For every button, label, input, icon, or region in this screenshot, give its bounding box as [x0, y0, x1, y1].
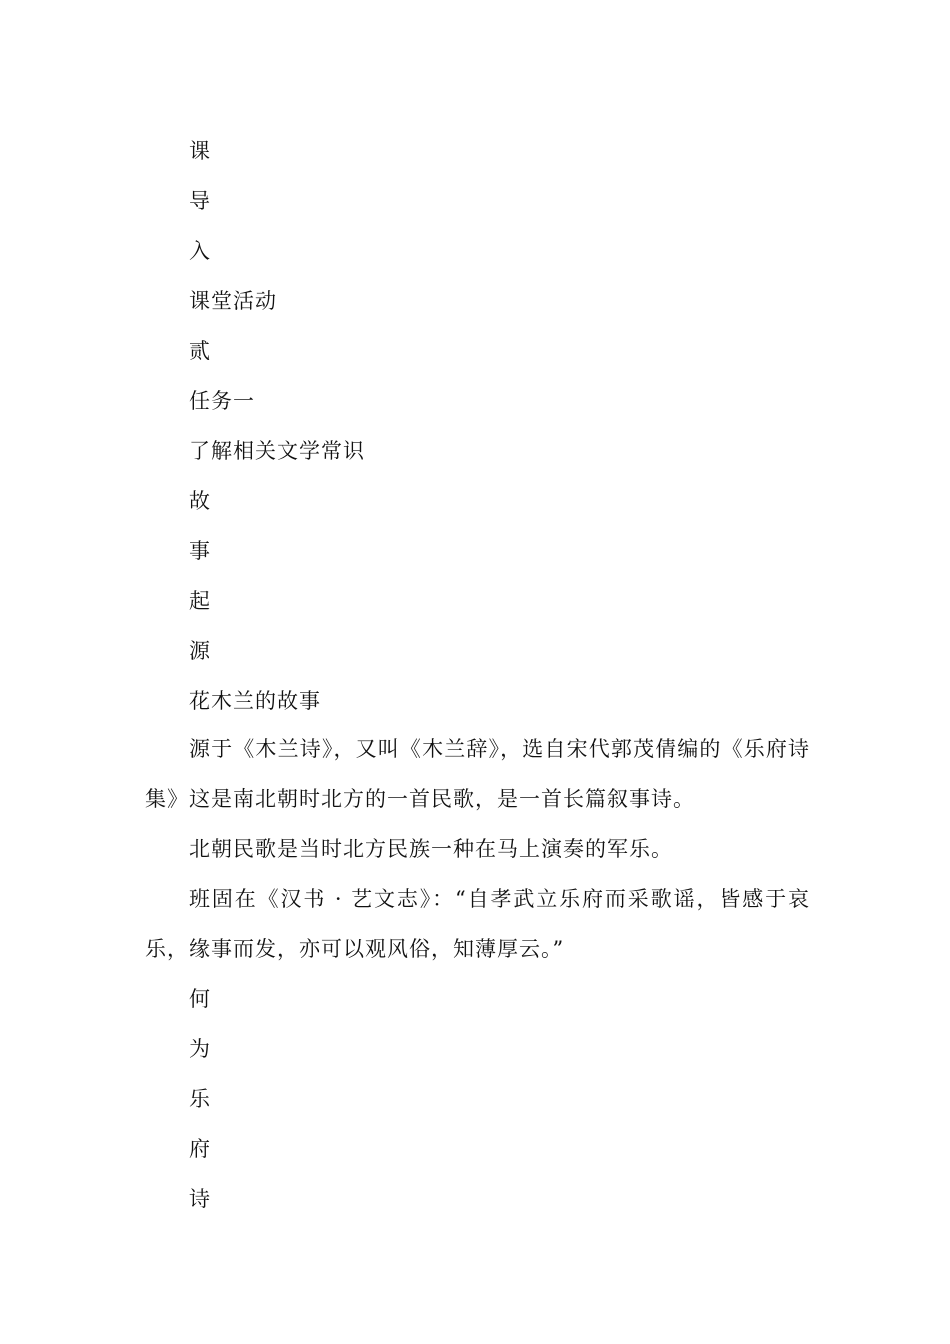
heading-char-ru: 入: [189, 239, 211, 263]
section-title-classroom-activity: 课堂活动: [189, 289, 277, 313]
subsection-title: 花木兰的故事: [189, 689, 321, 713]
heading-char-yuan: 源: [189, 639, 211, 663]
heading-char-ke: 课: [189, 139, 211, 163]
paragraph-quote: 班固在《汉书 · 艺文志》：“自孝武立乐府而采歌谣，皆感于哀乐，缘事而发，亦可以观风俗，知薄厚云。”: [145, 887, 810, 961]
paragraph-northern-songs: 北朝民歌是当时北方民族一种在马上演奏的军乐。: [189, 837, 673, 861]
heading-char-gu: 故: [189, 489, 211, 513]
heading-char-he: 何: [189, 987, 211, 1011]
heading-char-shi-poem: 诗: [189, 1187, 211, 1211]
task-label: 任务一: [189, 389, 255, 413]
heading-char-qi: 起: [189, 589, 211, 613]
paragraph-origin: 源于《木兰诗》，又叫《木兰辞》，选自宋代郭茂倩编的《乐府诗集》这是南北朝时北方的一首民歌，是一首长篇叙事诗。: [145, 737, 810, 811]
heading-char-wei: 为: [189, 1037, 211, 1061]
heading-char-dao: 导: [189, 189, 211, 213]
heading-char-shi: 事: [189, 539, 211, 563]
heading-char-fu: 府: [189, 1137, 211, 1161]
heading-char-yue: 乐: [189, 1087, 211, 1111]
section-number: 贰: [189, 339, 211, 363]
task-title: 了解相关文学常识: [189, 439, 365, 463]
